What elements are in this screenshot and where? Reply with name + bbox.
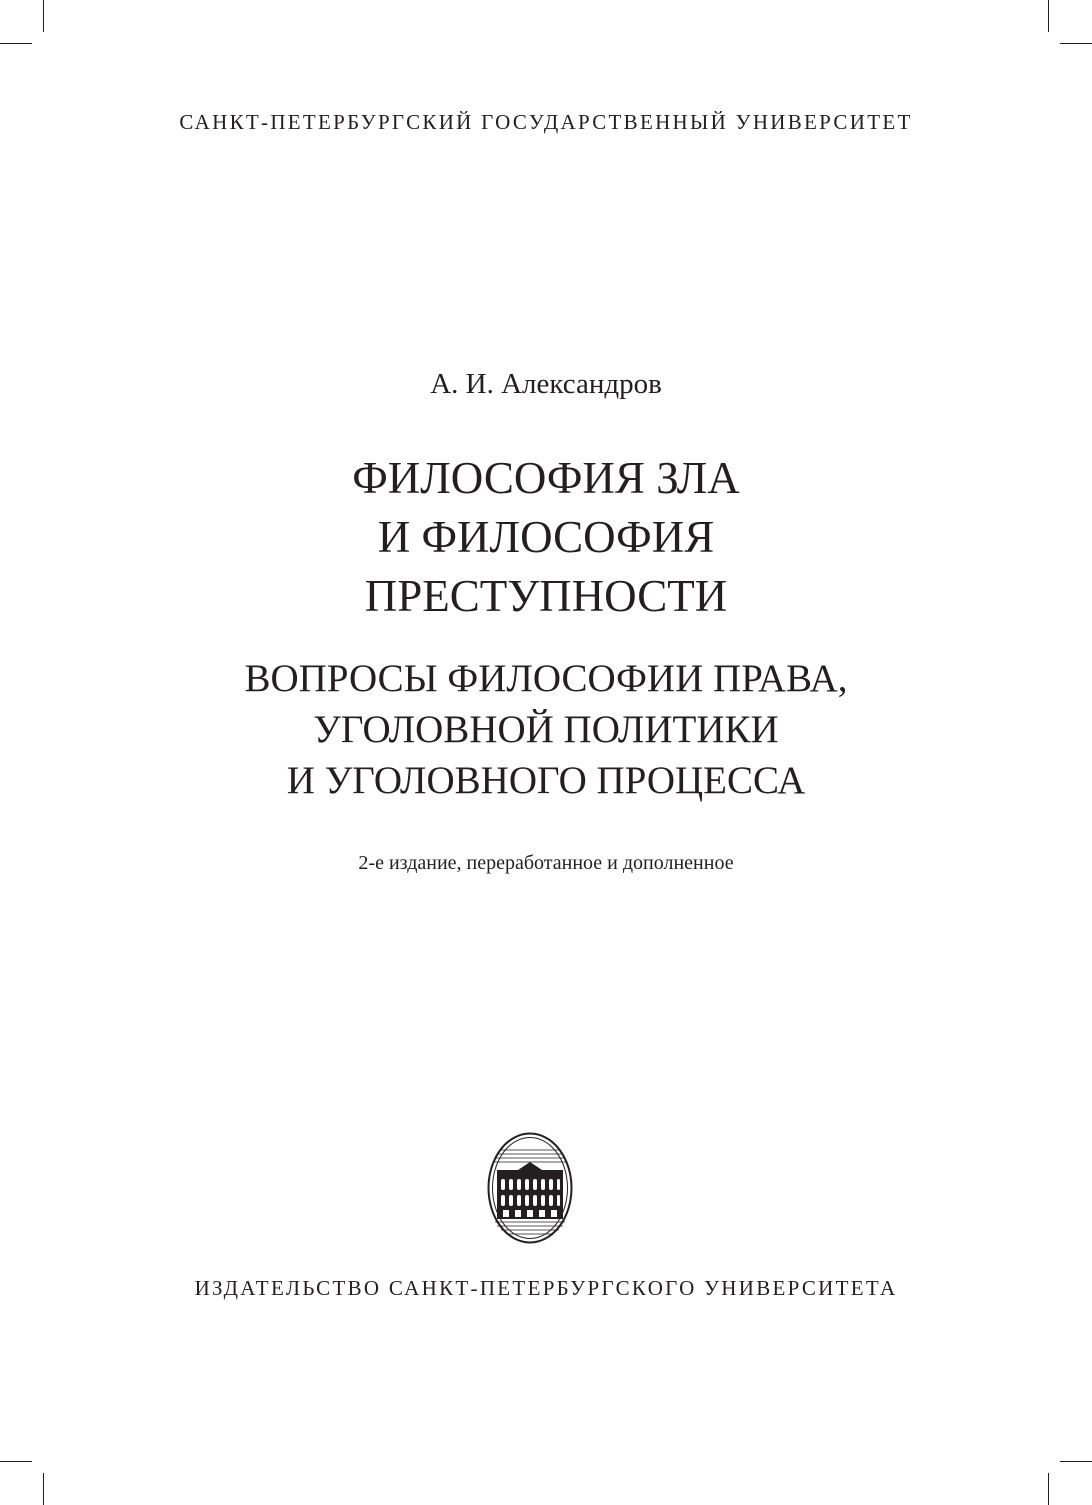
- book-title-line: ФИЛОСОФИЯ ЗЛА: [352, 453, 740, 503]
- university-name: САНКТ-ПЕТЕРБУРГСКИЙ ГОСУДАРСТВЕННЫЙ УНИВЕРСИТЕТ: [179, 110, 913, 134]
- crop-mark-bottom-right-horizontal: [1060, 1461, 1092, 1462]
- author-name: А. И. Александров: [430, 368, 662, 400]
- crop-mark-top-left-horizontal: [0, 43, 32, 44]
- edition-note: 2-е издание, переработанное и дополненное: [358, 852, 734, 874]
- crop-mark-bottom-left-vertical: [43, 1473, 44, 1505]
- university-building-emblem-icon: [487, 1132, 573, 1244]
- book-title-line: И ФИЛОСОФИЯ: [377, 512, 715, 562]
- crop-mark-top-left-vertical: [43, 0, 44, 32]
- crop-mark-top-right-horizontal: [1060, 43, 1092, 44]
- book-title: [0, 449, 1092, 626]
- crop-mark-top-right-vertical: [1048, 0, 1049, 32]
- book-subtitle-line: И УГОЛОВНОГО ПРОЦЕССА: [286, 759, 806, 802]
- publisher-name: ИЗДАТЕЛЬСТВО САНКТ-ПЕТЕРБУРГСКОГО УНИВЕРСИТЕТА: [194, 1276, 898, 1300]
- book-subtitle-line: УГОЛОВНОЙ ПОЛИТИКИ: [313, 708, 779, 751]
- crop-mark-bottom-left-horizontal: [0, 1461, 32, 1462]
- book-subtitle-line: ВОПРОСЫ ФИЛОСОФИИ ПРАВА,: [244, 657, 848, 700]
- crop-mark-bottom-right-vertical: [1048, 1473, 1049, 1505]
- book-title-line: ПРЕСТУПНОСТИ: [364, 571, 728, 621]
- book-subtitle: [0, 653, 1092, 806]
